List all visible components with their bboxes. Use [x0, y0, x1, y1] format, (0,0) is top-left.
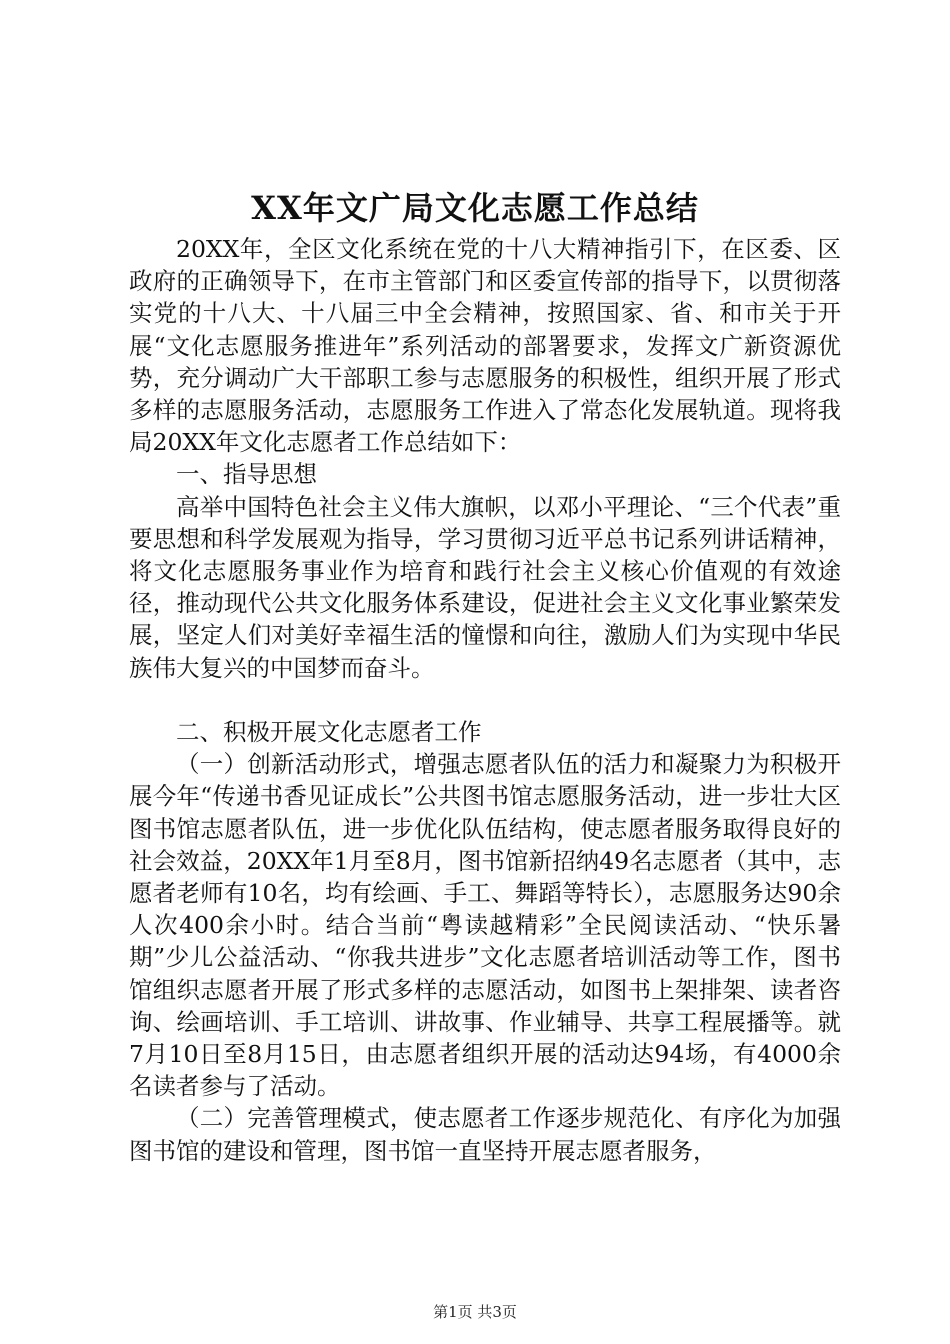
- document-title: XX年文广局文化志愿工作总结: [251, 189, 699, 227]
- page-footer: 第1页 共3页: [433, 1303, 517, 1321]
- section-heading-guiding-ideology: 一、指导思想: [176, 460, 317, 489]
- paragraph-spacer: [129, 684, 841, 716]
- intro-paragraph: 20XX年，全区文化系统在党的十八大精神指引下，在区委、区政府的正确领导下，在市主管部门和区委宣传部的指导下，以贯彻落实党的十八大、十八届三中全会精神，按照国家、省、和市关于开展“文化志愿服务推进年”系列活动的部署要求，发挥文广新资源优势，充分调动广大干部职工参与志愿服务的积极性，组织开展了形式多样的志愿服务活动，志愿服务工作进入了常态化发展轨道。现将我局20XX年文化志愿者工作总结如下：: [129, 235, 841, 457]
- section-heading-volunteer-work: 二、积极开展文化志愿者工作: [176, 718, 482, 747]
- subsection-management-paragraph: （二）完善管理模式，使志愿者工作逐步规范化、有序化为加强图书馆的建设和管理，图书馆一直坚持开展志愿者服务，: [129, 1104, 841, 1165]
- guiding-ideology-paragraph: 高举中国特色社会主义伟大旗帜，以邓小平理论、“三个代表”重要思想和科学发展观为指导，学习贯彻习近平总书记系列讲话精神，将文化志愿服务事业作为培育和践行社会主义核心价值观的有效途径，推动现代公共文化服务体系建设，促进社会主义文化事业繁荣发展，坚定人们对美好幸福生活的憧憬和向往，激励人们为实现中华民族伟大复兴的中国梦而奋斗。: [129, 492, 841, 682]
- subsection-innovation-paragraph: （一）创新活动形式，增强志愿者队伍的活力和凝聚力为积极开展今年“传递书香见证成长”公共图书馆志愿服务活动，进一步壮大区图书馆志愿者队伍，进一步优化队伍结构，使志愿者服务取得良好的社会效益，20XX年1月至8月，图书馆新招纳49名志愿者（其中，志愿者老师有10名，均有绘画、手工、舞蹈等特长），志愿服务达90余人次400余小时。结合当前“粤读越精彩”全民阅读活动、“快乐暑期”少儿公益活动、“你我共进步”文化志愿者培训活动等工作，图书馆组织志愿者开展了形式多样的志愿活动，如图书上架排架、读者咨询、绘画培训、手工培训、讲故事、作业辅导、共享工程展播等。就7月10日至8月15日，由志愿者组织开展的活动达94场，有4000余名读者参与了活动。: [129, 750, 841, 1101]
- document-body: [129, 233, 841, 1167]
